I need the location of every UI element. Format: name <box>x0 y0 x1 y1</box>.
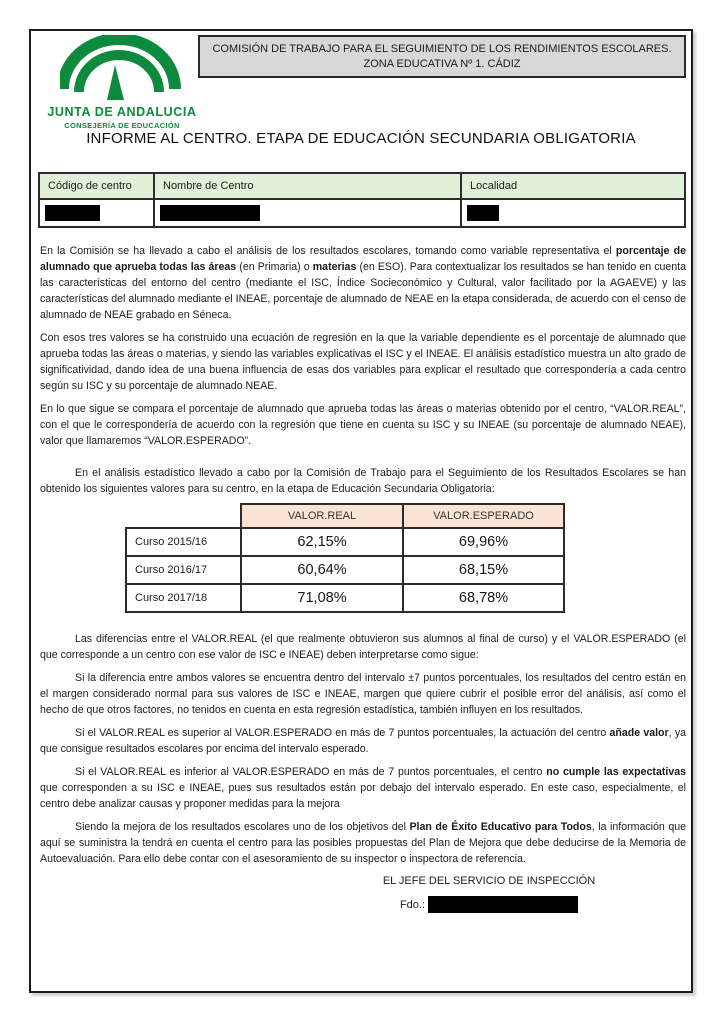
document-page <box>29 29 693 993</box>
center-info-header-row <box>39 173 685 199</box>
results-row-2015-16 <box>126 528 564 556</box>
results-corner-cell <box>126 504 241 528</box>
redacted-center-name <box>160 205 260 221</box>
org-department: CONSEJERÍA DE EDUCACIÓN <box>64 121 180 130</box>
paragraph-plan-exito: Siendo la mejora de los resultados escolares uno de los objetivos del Plan de Éxito Educativo para Todos, la información que aquí se suministra la tendrá en cuenta el centro para las posibles propuestas del Plan de Mejora que debe deducirse de la Memoria de Autoevaluación. Para ello debe contar con el asesoramiento de su inspector o inspectora de referencia. <box>40 821 686 865</box>
redacted-locality <box>467 205 499 221</box>
valor-real-2017-18: 71,08% <box>241 584 403 612</box>
signature-role: EL JEFE DEL SERVICIO DE INSPECCIÓN <box>382 875 596 887</box>
org-name: JUNTA DE ANDALUCIA <box>47 105 197 119</box>
results-table <box>125 503 565 613</box>
commission-header-line2: ZONA EDUCATIVA Nº 1. CÁDIZ <box>363 57 521 70</box>
valor-esperado-2015-16: 69,96% <box>403 528 564 556</box>
valor-real-2016-17: 60,64% <box>241 556 403 584</box>
row-label: Curso 2016/17 <box>126 556 241 584</box>
valor-real-header: VALOR.REAL <box>241 504 403 528</box>
fdo-label: Fdo.: <box>399 898 426 911</box>
commission-header-line1: COMISIÓN DE TRABAJO PARA EL SEGUIMIENTO DE LOS RENDIMIENTOS ESCOLARES. <box>212 42 672 55</box>
signature-line <box>353 896 625 913</box>
document-body <box>40 243 686 913</box>
valor-esperado-header: VALOR.ESPERADO <box>403 504 564 528</box>
center-locality-header: Localidad <box>461 173 685 199</box>
results-header-row <box>126 504 564 528</box>
commission-header-box <box>198 35 686 78</box>
paragraph-analysis-intro: En la Comisión se ha llevado a cabo el análisis de los resultados escolares, tomando como variable representativa el porcentaje de alumnado que aprueba todas las áreas (en Primaria) o materias (en ESO). Para contextualizar los resultados se han tenido en cuenta las características del entorno del centro (mediante el ISC, Índice Socieconómico y Cultural, valor facilitado por la AGAEVE) y las características del alumnado mediante el INEAE, porcentaje de alumnado de NEAE en la etapa considerada, de acuerdo con el censo de alumnado de NEAE grabado en Séneca. <box>40 245 687 321</box>
results-row-2017-18 <box>126 584 564 612</box>
junta-arch-triangle-icon <box>60 35 184 103</box>
paragraph-results-intro: En el análisis estadístico llevado a cabo por la Comisión de Trabajo para el Seguimiento de los Resultados Escolares se han obtenido los siguientes valores para su centro, en la etapa de Educación Secundaria Obligatoria: <box>40 467 686 495</box>
center-code-header: Código de centro <box>39 173 154 199</box>
row-label: Curso 2017/18 <box>126 584 241 612</box>
valor-esperado-2017-18: 68,78% <box>403 584 564 612</box>
paragraph-no-cumple: Si el VALOR.REAL es inferior al VALOR.ESPERADO en más de 7 puntos porcentuales, el centro no cumple las expectativas que corresponden a su ISC e INEAE, pues sus resultados están por debajo del intervalo esperado. En este caso, especialmente, el centro debe analizar causas y proponer medidas para la mejora <box>40 766 686 810</box>
center-name-header: Nombre de Centro <box>154 173 461 199</box>
page-title: INFORME AL CENTRO. ETAPA DE EDUCACIÓN SECUNDARIA OBLIGATORIA <box>86 130 636 147</box>
paragraph-interval-normal: Si la diferencia entre ambos valores se encuentra dentro del intervalo ±7 puntos porcentuales, los resultados del centro están en el margen considerado normal para sus valores de ISC e INEAE, margen que quiere cubrir el posible error del análisis, así como el hecho de que otros factores, no tenidos en cuenta en esta regresión estadística, también influyen en los resultados. <box>40 672 686 716</box>
row-label: Curso 2015/16 <box>126 528 241 556</box>
redacted-center-code <box>45 205 100 221</box>
center-info-value-row <box>39 199 685 227</box>
redacted-signature-name <box>428 896 578 913</box>
results-table-wrap <box>125 503 686 613</box>
results-row-2016-17 <box>126 556 564 584</box>
valor-esperado-2016-17: 68,15% <box>403 556 564 584</box>
paragraph-regression: Con esos tres valores se ha construido una ecuación de regresión en la que la variable dependiente es el porcentaje de alumnado que aprueba todas las áreas o materias, y siendo las variables explicativas el ISC y el INEAE. El análisis estadístico muestra un alto grado de significatividad, dando idea de una buena influencia de esas dos variables para explicar el resultado que correspondería a cada centro según su ISC y su porcentaje de alumnado NEAE. <box>40 332 686 392</box>
paragraph-anade-valor: Si el VALOR.REAL es superior al VALOR.ESPERADO en más de 7 puntos porcentuales, la actuación del centro añade valor, ya que consigue resultados escolares por encima del intervalo esperado. <box>40 727 687 755</box>
signature-block <box>353 875 625 913</box>
paragraph-differences: Las diferencias entre el VALOR.REAL (el que realmente obtuvieron sus alumnos al final de curso) y el VALOR.ESPERADO (el que corresponde a un centro con ese valor de ISC e INEAE) deben interpretarse como sigue: <box>40 633 686 661</box>
paragraph-valor-real-esperado: En lo que sigue se compara el porcentaje de alumnado que aprueba todas las áreas o materias obtenido por el centro, “VALOR.REAL”, con el que le correspondería de acuerdo con la regresión que tiene en cuenta su ISC y su INEAE (su porcentaje de alumnado NEAE), valor que llamaremos “VALOR.ESPERADO”. <box>40 403 686 447</box>
junta-andalucia-logo <box>39 35 205 130</box>
valor-real-2015-16: 62,15% <box>241 528 403 556</box>
center-info-table <box>38 172 686 228</box>
